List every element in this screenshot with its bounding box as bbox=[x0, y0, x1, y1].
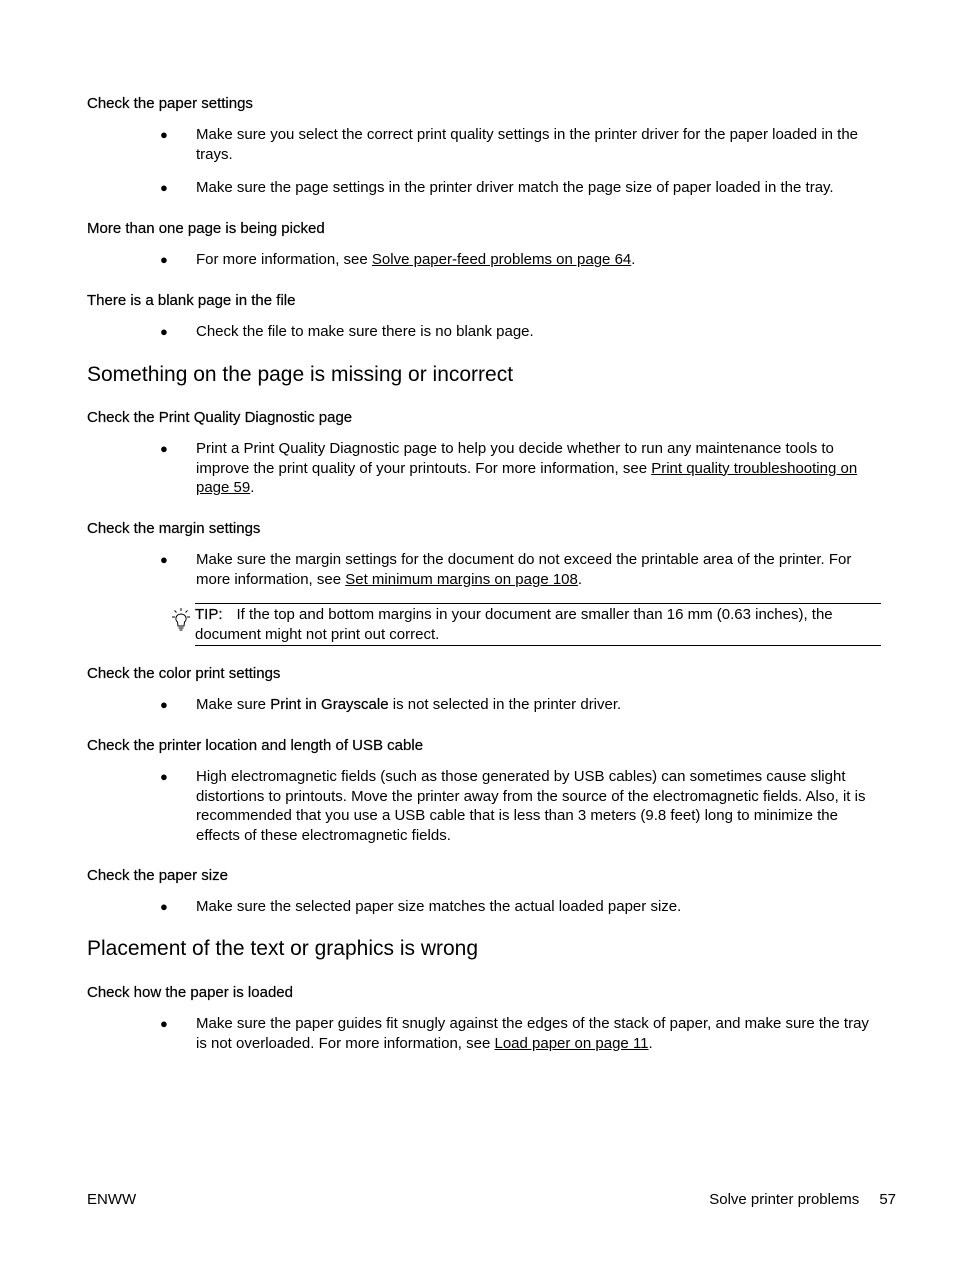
list-item: ● Make sure the selected paper size matches the actual loaded paper size. bbox=[160, 898, 682, 915]
footer-right bbox=[709, 1191, 896, 1208]
tip-text: If the top and bottom margins in your document are smaller than 16 mm (0.63 inches), the document might not print out correct. bbox=[195, 606, 833, 643]
heading-color-print-settings: Check the color print settings bbox=[87, 665, 281, 682]
heading-margin-settings: Check the margin settings bbox=[87, 520, 261, 537]
heading-more-than-one-page: More than one page is being picked bbox=[87, 220, 325, 237]
list-item: ● Make sure the paper guides fit snugly against the edges of the stack of paper, and make sure the tray is not overloaded. For more information, see Load paper on page 11. bbox=[160, 1015, 869, 1052]
footer-section-name: Solve printer problems bbox=[709, 1191, 860, 1208]
bullet-icon: ● bbox=[160, 552, 168, 567]
list-item: ● Make sure you select the correct print quality settings in the printer driver for the paper loaded in the trays. bbox=[160, 126, 859, 163]
bullet-icon: ● bbox=[160, 180, 168, 195]
bullet-icon: ● bbox=[160, 252, 168, 267]
bullet-icon: ● bbox=[160, 441, 168, 456]
section-title-placement-wrong: Placement of the text or graphics is wrong bbox=[87, 937, 479, 960]
lightbulb-icon bbox=[170, 607, 192, 633]
heading-paper-size: Check the paper size bbox=[87, 867, 228, 884]
heading-check-paper-settings: Check the paper settings bbox=[87, 95, 253, 112]
link-set-minimum-margins[interactable]: Set minimum margins on page 108 bbox=[345, 570, 578, 588]
bullet-icon: ● bbox=[160, 697, 168, 712]
bullet-icon: ● bbox=[160, 899, 168, 914]
list-item: ● Make sure Print in Grayscale is not selected in the printer driver. bbox=[160, 696, 622, 713]
bullet-icon: ● bbox=[160, 127, 168, 142]
bullet-icon: ● bbox=[160, 1016, 168, 1031]
heading-print-quality-diagnostic: Check the Print Quality Diagnostic page bbox=[87, 409, 353, 426]
list-item: ● Check the file to make sure there is no blank page. bbox=[160, 323, 534, 340]
link-solve-paper-feed[interactable]: Solve paper-feed problems on page 64 bbox=[371, 251, 632, 268]
list-item: ● Make sure the page settings in the printer driver match the page size of paper loaded in the tray. bbox=[160, 179, 834, 196]
tip-text-box bbox=[195, 603, 881, 646]
footer-left-label: ENWW bbox=[87, 1191, 137, 1208]
heading-blank-page: There is a blank page in the file bbox=[87, 292, 296, 309]
list-item: ● Make sure the margin settings for the document do not exceed the printable area of the printer. For more information, see Set minimum margins on page 108. bbox=[160, 551, 852, 588]
list-item: ● High electromagnetic fields (such as those generated by USB cables) can sometimes cause slight distortions to printouts. Move the printer away from the source of the electromagnetic fields. Also, it is recommended that you use a USB cable that is less than 3 meters (9.8 feet) long to minimize the effects of these electromagnetic fields. bbox=[160, 768, 866, 844]
bullet-icon: ● bbox=[160, 769, 168, 784]
ui-option-print-in-grayscale: Print in Grayscale bbox=[270, 696, 389, 713]
heading-printer-location-usb: Check the printer location and length of USB cable bbox=[87, 737, 424, 754]
section-title-missing-or-incorrect: Something on the page is missing or incorrect bbox=[87, 363, 514, 386]
tip-callout bbox=[170, 603, 881, 643]
tip-label: TIP: bbox=[195, 606, 223, 623]
heading-paper-loaded: Check how the paper is loaded bbox=[87, 984, 293, 1001]
page-number: 57 bbox=[879, 1191, 896, 1208]
link-print-quality-troubleshooting[interactable]: Print quality troubleshooting on page 59 bbox=[196, 459, 858, 496]
bullet-icon: ● bbox=[160, 324, 168, 339]
list-item: ● For more information, see Solve paper-feed problems on page 64. bbox=[160, 251, 636, 268]
list-item: ● Print a Print Quality Diagnostic page to help you decide whether to run any maintenance tools to improve the print quality of your printouts. For more information, see Print quality troubleshooting on page 59. bbox=[160, 440, 858, 496]
link-load-paper[interactable]: Load paper on page 11 bbox=[494, 1034, 649, 1052]
